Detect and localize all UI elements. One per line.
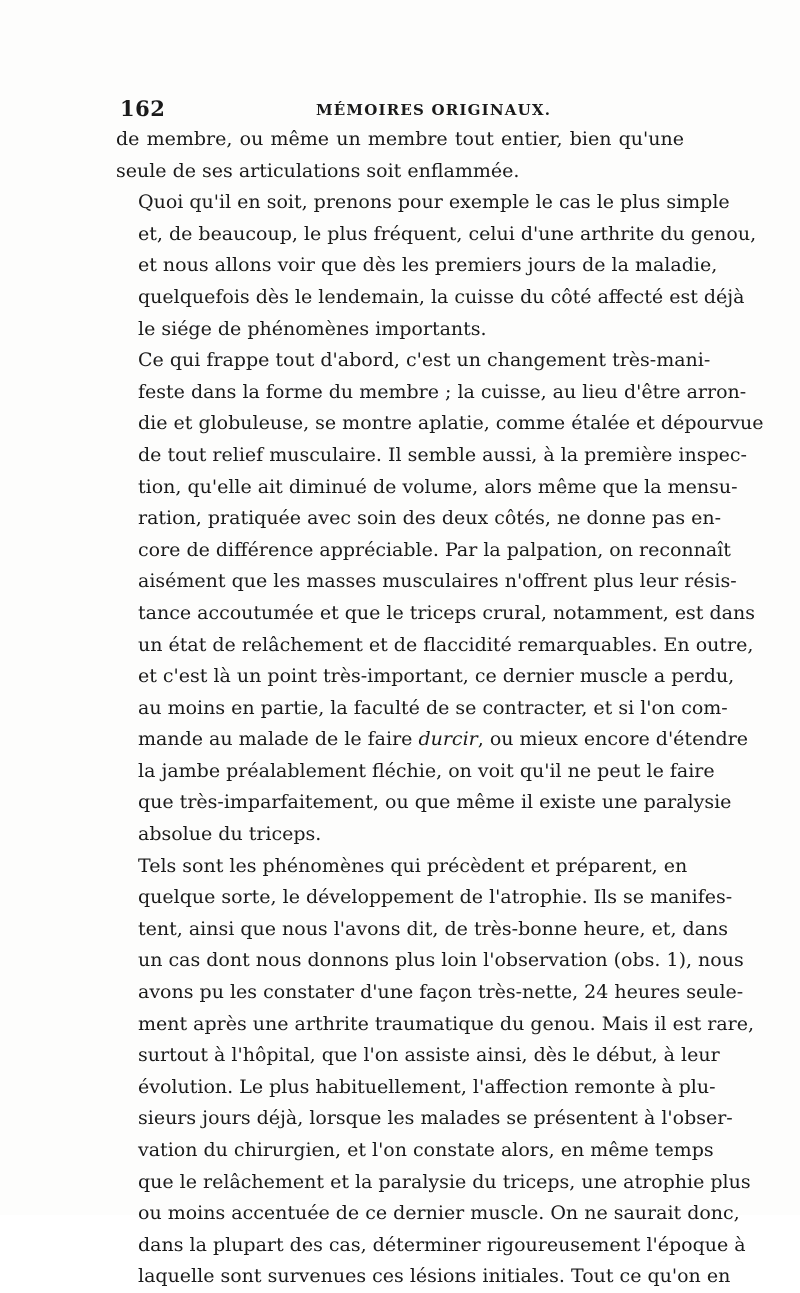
text-line: ment après une arthrite traumatique du genou. Mais il est rare,: [138, 1012, 755, 1035]
running-head: MÉMOIRES ORIGINAUX.: [316, 101, 552, 119]
line-tail: , ou mieux encore d'étendre: [477, 728, 749, 751]
text-line: que très-imparfaitement, ou que même il existe une paralysie: [138, 791, 732, 814]
body-text: [116, 124, 764, 1293]
text-line: absolue du triceps.: [138, 823, 322, 846]
text-line: de membre, ou même un membre tout entier, bien qu'une: [116, 128, 684, 150]
text-line: de tout relief musculaire. Il semble aussi, à la première inspec-: [138, 443, 747, 466]
text-line: et c'est là un point très-important, ce dernier muscle a perdu,: [138, 665, 735, 688]
text-line: et nous allons voir que dès les premiers jours de la maladie,: [138, 254, 718, 277]
text-line: ou moins accentuée de ce dernier muscle. On ne saurait donc,: [138, 1202, 740, 1225]
page-number: 162: [120, 96, 166, 121]
line-head: mande au malade de le faire: [138, 728, 413, 751]
text-line: évolution. Le plus habituellement, l'affection remonte à plu-: [138, 1075, 716, 1098]
italic-word: durcir: [418, 728, 478, 751]
text-line: avons pu les constater d'une façon très-nette, 24 heures seule-: [138, 981, 744, 1004]
text-line: seule de ses articulations soit enflammée.: [116, 159, 520, 182]
text-line: ration, pratiquée avec soin des deux côtés, ne donne pas en-: [138, 507, 722, 530]
text-line: un cas dont nous donnons plus loin l'observation (obs. 1), nous: [138, 949, 744, 972]
paragraph-3: [116, 345, 764, 851]
text-line: vation du chirurgien, et l'on constate alors, en même temps: [138, 1139, 714, 1161]
paragraph-2: [116, 187, 757, 345]
text-line: le siége de phénomènes importants.: [138, 317, 487, 340]
text-line: tion, qu'elle ait diminué de volume, alors même que la mensu-: [138, 475, 738, 498]
text-line: quelquefois dès le lendemain, la cuisse du côté affecté est déjà: [138, 285, 745, 308]
text-line: quelque sorte, le développement de l'atrophie. Ils se manifes-: [138, 886, 733, 909]
text-line: Quoi qu'il en soit, prenons pour exemple le cas le plus simple: [138, 191, 730, 214]
text-line: Ce qui frappe tout d'abord, c'est un changement très-mani-: [138, 349, 711, 372]
text-line: surtout à l'hôpital, que l'on assiste ainsi, dès le début, à leur: [138, 1044, 720, 1067]
text-line: au moins en partie, la faculté de se contracter, et si l'on com-: [138, 696, 728, 719]
text-line: la jambe préalablement fléchie, on voit qu'il ne peut le faire: [138, 759, 715, 782]
text-line: sieurs jours déjà, lorsque les malades se présentent à l'obser-: [138, 1107, 733, 1130]
text-line: que le relâchement et la paralysie du triceps, une atrophie plus: [138, 1170, 751, 1193]
text-line: core de différence appréciable. Par la palpation, on reconnaît: [138, 538, 731, 561]
text-line: tent, ainsi que nous l'avons dit, de très-bonne heure, et, dans: [138, 917, 729, 940]
text-line: un état de relâchement et de flaccidité remarquables. En outre,: [138, 633, 754, 656]
text-line: feste dans la forme du membre ; la cuisse, au lieu d'être arron-: [138, 380, 747, 403]
paragraph-1: [116, 124, 684, 187]
text-line: laquelle sont survenues ces lésions initiales. Tout ce qu'on en: [138, 1265, 731, 1288]
text-line: die et globuleuse, se montre aplatie, comme étalée et dépourvue: [138, 412, 764, 435]
text-line: dans la plupart des cas, déterminer rigoureusement l'époque à: [138, 1233, 746, 1256]
text-line: et, de beaucoup, le plus fréquent, celui d'une arthrite du genou,: [138, 222, 757, 245]
text-line: aisément que les masses musculaires n'offrent plus leur résis-: [138, 570, 737, 593]
text-line-with-italic: [116, 724, 749, 756]
text-line: tance accoutumée et que le triceps crural, notamment, est dans: [138, 601, 755, 624]
page-header: [120, 96, 690, 122]
text-line: Tels sont les phénomènes qui précèdent et préparent, en: [138, 854, 688, 877]
paragraph-4: [116, 851, 755, 1293]
